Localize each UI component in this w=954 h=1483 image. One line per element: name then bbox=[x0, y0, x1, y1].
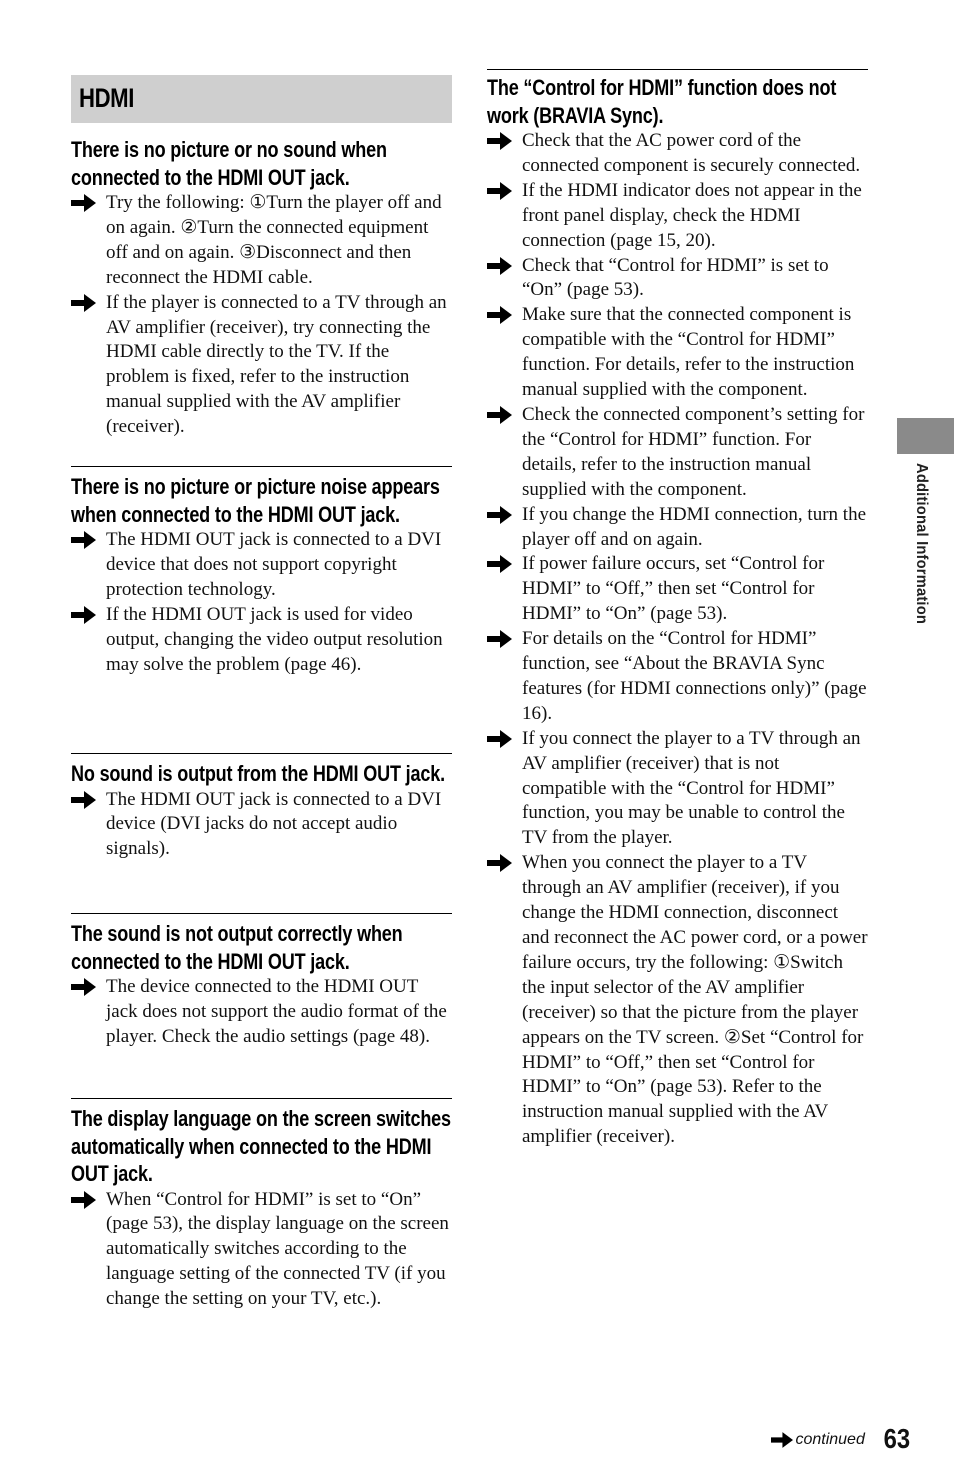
section-heading: There is no picture or no sound when connected to the HDMI OUT jack. bbox=[71, 137, 387, 190]
arrow-right-icon bbox=[487, 630, 512, 648]
arrow-right-icon bbox=[487, 555, 512, 573]
item-text: If you change the HDMI connection, turn the player off and on again. bbox=[522, 503, 867, 550]
item-text: If the HDMI indicator does not appear in the front panel display, check the HDMI connection (page 15, 20). bbox=[522, 179, 862, 251]
list-item bbox=[487, 627, 868, 727]
arrow-right-icon bbox=[71, 978, 96, 996]
item-text: Try the following: ①Turn the player off and on again. ②Turn the connected equipment off and on again. ③Disconnect and then reconnect the HDMI cable. bbox=[106, 192, 442, 288]
list-item bbox=[487, 129, 868, 179]
arrow-right-icon bbox=[71, 531, 96, 549]
section-picture-noise bbox=[71, 466, 452, 677]
item-text: For details on the “Control for HDMI” function, see “About the BRAVIA Sync features (for HDMI connections only)” (page 16). bbox=[522, 628, 867, 724]
section-no-picture-no-sound bbox=[71, 136, 452, 440]
item-text: Check that the AC power cord of the connected component is securely connected. bbox=[522, 130, 861, 176]
item-text: When you connect the player to a TV through an AV amplifier (receiver), if you change the HDMI connection, disconnect and reconnect the AC power cord, or a power failure occurs, try the following: ①Switch the input selector of the AV amplifier (receiver) so that the picture from the player appears on the TV screen. ②Set “Control for HDMI” to “Off,” then set “Control for HDMI” to “On” (page 53). Refer to the instruction manual supplied with the AV amplifier (receiver). bbox=[522, 852, 868, 1148]
item-text: When “Control for HDMI” is set to “On” (page 53), the display language on the screen automatically switches according to the language setting of the connected TV (if you change the setting on your TV, etc.). bbox=[106, 1188, 449, 1310]
item-text: Check the connected component’s setting for the “Control for HDMI” function. For details, refer to the instruction manual supplied with the component. bbox=[522, 403, 865, 500]
list-item bbox=[71, 291, 452, 440]
section-heading: The display language on the screen switches automatically when connected to the HDMI OUT jack. bbox=[71, 1106, 451, 1186]
list-item bbox=[487, 403, 868, 503]
list-item bbox=[487, 179, 868, 254]
list-item bbox=[71, 191, 452, 291]
section-sound-incorrect bbox=[71, 913, 452, 1050]
arrow-right-icon bbox=[487, 182, 512, 200]
list-item bbox=[71, 1188, 452, 1313]
list-item bbox=[487, 254, 868, 304]
item-text: Check that “Control for HDMI” is set to “On” (page 53). bbox=[522, 254, 829, 301]
section-heading: No sound is output from the HDMI OUT jack. bbox=[71, 761, 445, 786]
list-item bbox=[487, 727, 868, 852]
arrow-right-icon bbox=[487, 132, 512, 150]
item-text: If the player is connected to a TV through an AV amplifier (receiver), try connecting the HDMI cable directly to the TV. If the problem is fixed, refer to the instruction manual supplied with the AV amplifier (receiver). bbox=[106, 291, 447, 438]
arrow-right-icon bbox=[71, 194, 96, 212]
item-text: If you connect the player to a TV through an AV amplifier (receiver) that is not compatible with the “Control for HDMI” function, you may be unable to control the TV from the player. bbox=[522, 727, 861, 849]
chapter-tab bbox=[897, 418, 954, 454]
item-text: If power failure occurs, set “Control for HDMI” to “Off,” then set “Control for HDMI” to “On” (page 53). bbox=[522, 553, 825, 625]
arrow-right-icon bbox=[71, 606, 96, 624]
arrow-right-icon bbox=[487, 257, 512, 275]
list-item bbox=[71, 788, 452, 863]
section-no-sound bbox=[71, 753, 452, 862]
item-text: Make sure that the connected component is compatible with the “Control for HDMI” function. For details, refer to the instruction manual supplied with the component. bbox=[522, 304, 855, 401]
list-item bbox=[71, 603, 452, 678]
list-item bbox=[487, 552, 868, 627]
banner-title: HDMI bbox=[79, 83, 134, 113]
section-control-for-hdmi bbox=[487, 69, 868, 1150]
item-text: The device connected to the HDMI OUT jack does not support the audio format of the player. Check the audio settings (page 48). bbox=[106, 976, 447, 1047]
list-item bbox=[71, 975, 452, 1050]
item-text: The HDMI OUT jack is connected to a DVI device that does not support copyright protection technology. bbox=[106, 529, 442, 600]
arrow-right-icon bbox=[71, 791, 96, 809]
item-text: The HDMI OUT jack is connected to a DVI device (DVI jacks do not accept audio signals). bbox=[106, 788, 442, 860]
page-footer bbox=[771, 1423, 910, 1455]
list-item bbox=[71, 528, 452, 603]
chapter-label: Additional Information bbox=[913, 463, 930, 625]
item-text: If the HDMI OUT jack is used for video output, changing the video output resolution may solve the problem (page 46). bbox=[106, 603, 443, 675]
continued-text: continued bbox=[795, 1431, 865, 1448]
arrow-right-icon bbox=[487, 306, 512, 324]
section-heading: The sound is not output correctly when connected to the HDMI OUT jack. bbox=[71, 921, 403, 974]
continued-indicator bbox=[771, 1431, 864, 1449]
list-item bbox=[487, 303, 868, 403]
arrow-right-icon bbox=[487, 730, 512, 748]
page-number: 63 bbox=[883, 1423, 910, 1454]
section-display-language bbox=[71, 1098, 452, 1312]
section-banner bbox=[71, 75, 452, 123]
section-heading: The “Control for HDMI” function does not work (BRAVIA Sync). bbox=[487, 75, 837, 128]
arrow-right-icon bbox=[487, 506, 512, 524]
arrow-right-icon bbox=[71, 1191, 96, 1209]
arrow-right-icon bbox=[487, 406, 512, 424]
list-item bbox=[487, 503, 868, 553]
list-item bbox=[487, 851, 868, 1150]
arrow-right-icon bbox=[71, 294, 96, 312]
arrow-right-icon bbox=[771, 1432, 793, 1448]
arrow-right-icon bbox=[487, 854, 512, 872]
section-heading: There is no picture or picture noise appears when connected to the HDMI OUT jack. bbox=[71, 474, 440, 527]
